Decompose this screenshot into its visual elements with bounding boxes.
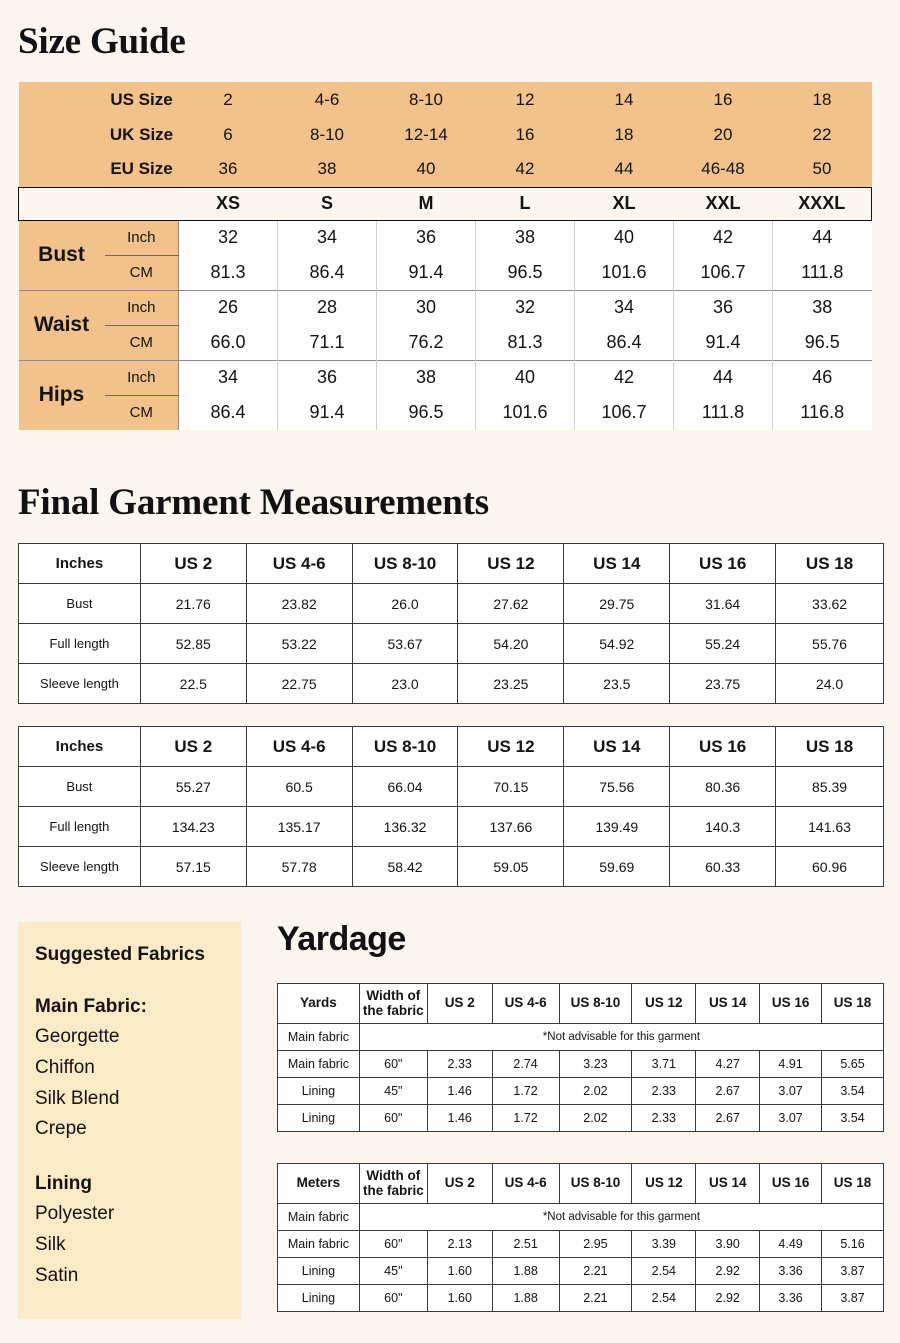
measurement-value: 60.33 [670, 847, 776, 887]
yardage-meters-table [277, 1163, 884, 1312]
yardage-value: 1.72 [492, 1078, 559, 1105]
size-column-header: US 8-10 [559, 1164, 632, 1204]
yardage-value: 2.67 [696, 1105, 760, 1132]
note-row [278, 1204, 884, 1231]
lining-list [35, 1199, 241, 1291]
yardage-value: 3.07 [760, 1105, 822, 1132]
measurement-value: 23.75 [670, 664, 776, 704]
table-body [278, 1204, 884, 1312]
letter-size-header: M [377, 187, 476, 220]
yardage-value: 2.74 [492, 1051, 559, 1078]
measurement-value: 101.6 [575, 255, 674, 290]
size-column-header: US 16 [670, 544, 776, 584]
yardage-value: 2.33 [427, 1051, 492, 1078]
header-row [19, 544, 884, 584]
header-row [278, 984, 884, 1024]
size-column-header: US 12 [458, 544, 564, 584]
size-value: 6 [223, 124, 233, 144]
yardage-value: 1.46 [427, 1078, 492, 1105]
fabric-width-value: 60" [359, 1231, 427, 1258]
yardage-value: 2.33 [632, 1105, 696, 1132]
table-row [19, 624, 884, 664]
measurement-value: 36 [278, 360, 377, 395]
size-value: 4-6 [314, 89, 340, 109]
unit-header: Inches [19, 727, 141, 767]
yardage-heading: Yardage [277, 920, 406, 958]
measurement-value: 57.78 [246, 847, 352, 887]
measurement-value: 101.6 [476, 395, 575, 430]
size-value: 8-10 [309, 124, 345, 144]
fabric-width-value: 45" [359, 1078, 427, 1105]
yardage-value: 5.65 [822, 1051, 884, 1078]
yardage-value: 3.71 [632, 1051, 696, 1078]
size-value: 44 [614, 159, 634, 179]
unit-label: CM [105, 325, 179, 360]
suggested-fabrics-panel [18, 922, 241, 1319]
measurement-value: 22.75 [246, 664, 352, 704]
yardage-value: 3.23 [559, 1051, 632, 1078]
measurement-value: 139.49 [564, 807, 670, 847]
measurement-value: 23.82 [246, 584, 352, 624]
measurement-value: 140.3 [670, 807, 776, 847]
measurement-value: 44 [674, 360, 773, 395]
measurement-value: 111.8 [674, 395, 773, 430]
measurement-value: 28 [278, 290, 377, 325]
lining-item: Satin [35, 1264, 79, 1286]
yardage-value: 2.21 [559, 1258, 632, 1285]
size-column-header: US 18 [776, 544, 884, 584]
yardage-value: 2.21 [559, 1285, 632, 1312]
measurement-value: 70.15 [458, 767, 564, 807]
measurement-value: 26 [179, 290, 278, 325]
unit-label: Inch [105, 290, 179, 325]
size-value: 38 [317, 159, 337, 179]
size-value: 16 [515, 124, 535, 144]
size-conversion-row [19, 82, 872, 117]
measurement-value: 66.0 [179, 325, 278, 360]
measurement-value: 53.22 [246, 624, 352, 664]
yardage-value: 3.87 [822, 1285, 884, 1312]
size-column-header: US 12 [458, 727, 564, 767]
measurement-row [19, 325, 872, 360]
size-value: 18 [614, 124, 634, 144]
measurement-value: 53.67 [352, 624, 458, 664]
table-row [278, 1105, 884, 1132]
size-value: 16 [713, 89, 733, 109]
unit-header: Yards [278, 984, 360, 1024]
measurement-value: 116.8 [773, 395, 872, 430]
measurement-value: 42 [575, 360, 674, 395]
table-header [19, 544, 884, 584]
size-system-label: US Size [110, 89, 173, 109]
table-row [278, 1051, 884, 1078]
table-body [19, 584, 884, 704]
letter-size-header: XXXL [773, 187, 872, 220]
size-value: 18 [812, 89, 832, 109]
measurement-value: 71.1 [278, 325, 377, 360]
lining-label: Lining [35, 1173, 92, 1195]
measurement-value: 54.92 [564, 624, 670, 664]
not-advisable-note: *Not advisable for this garment [359, 1204, 883, 1231]
measurement-value: 23.0 [352, 664, 458, 704]
yardage-value: 3.36 [760, 1258, 822, 1285]
letter-size-header: XXL [674, 187, 773, 220]
yardage-value: 3.54 [822, 1078, 884, 1105]
yardage-value: 2.33 [632, 1078, 696, 1105]
fabric-width-value: 45" [359, 1258, 427, 1285]
measurement-value: 38 [773, 290, 872, 325]
size-column-header: US 2 [140, 727, 246, 767]
size-column-header: US 18 [822, 984, 884, 1024]
unit-header: Inches [19, 544, 141, 584]
size-column-header: US 2 [140, 544, 246, 584]
size-column-header: US 2 [427, 1164, 492, 1204]
yardage-value: 4.27 [696, 1051, 760, 1078]
measurement-value: 141.63 [776, 807, 884, 847]
fabric-item: Silk Blend [35, 1087, 120, 1109]
measurement-value: 34 [179, 360, 278, 395]
size-value: 12-14 [404, 124, 448, 144]
main-fabric-list [35, 1022, 241, 1145]
yardage-value: 3.90 [696, 1231, 760, 1258]
yardage-value: 3.07 [760, 1078, 822, 1105]
table-row [278, 1285, 884, 1312]
body-measurement-rows [19, 220, 872, 430]
measurement-label: Full length [19, 807, 141, 847]
fabric-width-value: 60" [359, 1105, 427, 1132]
measurement-value: 96.5 [476, 255, 575, 290]
size-value: 14 [614, 89, 634, 109]
measurement-value: 23.25 [458, 664, 564, 704]
yardage-value: 2.51 [492, 1231, 559, 1258]
table-row [19, 807, 884, 847]
yardage-value: 1.72 [492, 1105, 559, 1132]
size-column-header: US 2 [427, 984, 492, 1024]
spacer-cell [19, 82, 105, 117]
fabric-type-label: Lining [278, 1105, 360, 1132]
size-column-header: US 16 [760, 984, 822, 1024]
yardage-value: 1.60 [427, 1285, 492, 1312]
fabric-type-label: Lining [278, 1285, 360, 1312]
measurement-value: 81.3 [179, 255, 278, 290]
measurement-value: 34 [278, 220, 377, 255]
measurement-value: 33.62 [776, 584, 884, 624]
yardage-value: 1.88 [492, 1258, 559, 1285]
not-advisable-note: *Not advisable for this garment [359, 1024, 883, 1051]
measurement-value: 44 [773, 220, 872, 255]
measurement-value: 111.8 [773, 255, 872, 290]
size-column-header: US 8-10 [352, 544, 458, 584]
yardage-value: 2.67 [696, 1078, 760, 1105]
spacer-cell [19, 117, 105, 152]
measurement-value: 134.23 [140, 807, 246, 847]
letter-size-header: XL [575, 187, 674, 220]
yardage-value: 1.60 [427, 1258, 492, 1285]
measurement-value: 106.7 [575, 395, 674, 430]
final-garment-cm-table [18, 726, 884, 887]
size-value: 22 [812, 124, 832, 144]
yardage-value: 4.91 [760, 1051, 822, 1078]
measurement-value: 60.5 [246, 767, 352, 807]
measurement-row [19, 220, 872, 255]
table-row [278, 1258, 884, 1285]
size-column-header: US 16 [760, 1164, 822, 1204]
fabric-width-header: Width of the fabric [359, 1164, 427, 1204]
measurement-value: 54.20 [458, 624, 564, 664]
note-row [278, 1024, 884, 1051]
measurement-value: 137.66 [458, 807, 564, 847]
spacer-cell [19, 152, 105, 187]
measurement-value: 34 [575, 290, 674, 325]
measurement-value: 30 [377, 290, 476, 325]
measurement-name: Bust [19, 220, 105, 290]
measurement-value: 59.05 [458, 847, 564, 887]
final-garment-inches-table [18, 543, 884, 704]
yardage-value: 2.54 [632, 1258, 696, 1285]
yardage-yards-table [277, 983, 884, 1132]
header-row [278, 1164, 884, 1204]
size-system-label: UK Size [109, 124, 174, 144]
yardage-value: 2.95 [559, 1231, 632, 1258]
size-value: 12 [515, 89, 535, 109]
measurement-value: 96.5 [773, 325, 872, 360]
measurement-value: 36 [377, 220, 476, 255]
fabric-item: Georgette [35, 1026, 120, 1047]
measurement-value: 55.76 [776, 624, 884, 664]
measurement-row [19, 395, 872, 430]
size-column-header: US 14 [696, 1164, 760, 1204]
table-row [19, 767, 884, 807]
measurement-row [19, 360, 872, 395]
measurement-label: Bust [19, 584, 141, 624]
measurement-value: 36 [674, 290, 773, 325]
size-column-header: US 18 [776, 727, 884, 767]
measurement-name: Waist [19, 290, 105, 360]
final-garment-heading: Final Garment Measurements [18, 482, 489, 523]
measurement-label: Sleeve length [19, 664, 141, 704]
size-column-header: US 12 [632, 1164, 696, 1204]
table-row [19, 847, 884, 887]
measurement-name: Hips [19, 360, 105, 430]
measurement-value: 46 [773, 360, 872, 395]
size-conversion-rows [19, 82, 872, 187]
letter-size-header: S [278, 187, 377, 220]
size-conversion-row [19, 152, 872, 187]
measurement-value: 86.4 [575, 325, 674, 360]
fabric-type-label: Main fabric [278, 1204, 360, 1231]
measurement-value: 91.4 [377, 255, 476, 290]
measurement-value: 91.4 [278, 395, 377, 430]
fabric-type-label: Lining [278, 1078, 360, 1105]
yardage-value: 4.49 [760, 1231, 822, 1258]
measurement-value: 27.62 [458, 584, 564, 624]
size-column-header: US 12 [632, 984, 696, 1024]
size-column-header: US 14 [696, 984, 760, 1024]
letter-size-row [19, 187, 872, 220]
size-column-header: US 4-6 [492, 984, 559, 1024]
yardage-value: 2.02 [559, 1078, 632, 1105]
measurement-value: 23.5 [564, 664, 670, 704]
size-value: 20 [713, 124, 733, 144]
fabric-width-value: 60" [359, 1285, 427, 1312]
size-column-header: US 8-10 [352, 727, 458, 767]
letter-size-row [19, 187, 872, 220]
spacer-cell [19, 187, 179, 220]
measurement-label: Full length [19, 624, 141, 664]
yardage-value: 2.92 [696, 1258, 760, 1285]
fabrics-panel-title: Suggested Fabrics [35, 944, 205, 965]
yardage-value: 2.13 [427, 1231, 492, 1258]
lining-item: Silk [35, 1233, 66, 1255]
yardage-value: 3.36 [760, 1285, 822, 1312]
unit-header: Meters [278, 1164, 360, 1204]
measurement-value: 60.96 [776, 847, 884, 887]
fabric-type-label: Main fabric [278, 1051, 360, 1078]
fabric-type-label: Main fabric [278, 1024, 360, 1051]
measurement-value: 24.0 [776, 664, 884, 704]
size-system-label: EU Size [110, 159, 173, 179]
table-header [19, 727, 884, 767]
table-body [278, 1024, 884, 1132]
fabric-width-header: Width of the fabric [359, 984, 427, 1024]
yardage-value: 2.02 [559, 1105, 632, 1132]
size-value: 36 [218, 159, 238, 179]
yardage-value: 3.39 [632, 1231, 696, 1258]
size-value: 2 [223, 89, 233, 109]
fabric-item: Crepe [35, 1118, 87, 1140]
measurement-value: 96.5 [377, 395, 476, 430]
size-column-header: US 4-6 [246, 727, 352, 767]
yardage-value: 3.87 [822, 1258, 884, 1285]
unit-label: Inch [105, 360, 179, 395]
yardage-value: 5.16 [822, 1231, 884, 1258]
measurement-value: 81.3 [476, 325, 575, 360]
measurement-value: 42 [674, 220, 773, 255]
measurement-value: 66.04 [352, 767, 458, 807]
size-value: 8-10 [408, 89, 444, 109]
measurement-label: Bust [19, 767, 141, 807]
yardage-value: 2.54 [632, 1285, 696, 1312]
measurement-value: 80.36 [670, 767, 776, 807]
size-column-header: US 4-6 [492, 1164, 559, 1204]
fabric-type-label: Lining [278, 1258, 360, 1285]
measurement-value: 32 [179, 220, 278, 255]
measurement-value: 21.76 [140, 584, 246, 624]
table-body [19, 767, 884, 887]
measurement-value: 32 [476, 290, 575, 325]
unit-label: CM [105, 255, 179, 290]
measurement-value: 55.24 [670, 624, 776, 664]
size-value: 46-48 [701, 159, 745, 179]
yardage-value: 2.92 [696, 1285, 760, 1312]
unit-label: Inch [105, 220, 179, 255]
page-title: Size Guide [18, 21, 186, 62]
size-value: 40 [416, 159, 436, 179]
yardage-value: 1.46 [427, 1105, 492, 1132]
unit-label: CM [105, 395, 179, 430]
measurement-value: 106.7 [674, 255, 773, 290]
table-row [19, 664, 884, 704]
measurement-value: 76.2 [377, 325, 476, 360]
table-row [278, 1231, 884, 1258]
measurement-value: 40 [575, 220, 674, 255]
measurement-value: 38 [377, 360, 476, 395]
letter-size-header: L [476, 187, 575, 220]
measurement-value: 85.39 [776, 767, 884, 807]
size-column-header: US 14 [564, 727, 670, 767]
measurement-value: 58.42 [352, 847, 458, 887]
measurement-row [19, 290, 872, 325]
size-column-header: US 16 [670, 727, 776, 767]
size-value: 50 [812, 159, 832, 179]
measurement-value: 59.69 [564, 847, 670, 887]
yardage-value: 1.88 [492, 1285, 559, 1312]
measurement-value: 52.85 [140, 624, 246, 664]
table-row [19, 584, 884, 624]
yardage-value: 3.54 [822, 1105, 884, 1132]
size-column-header: US 18 [822, 1164, 884, 1204]
size-column-header: US 14 [564, 544, 670, 584]
table-header [278, 1164, 884, 1204]
measurement-value: 136.32 [352, 807, 458, 847]
measurement-value: 86.4 [179, 395, 278, 430]
measurement-value: 75.56 [564, 767, 670, 807]
measurement-value: 55.27 [140, 767, 246, 807]
measurement-value: 31.64 [670, 584, 776, 624]
measurement-value: 22.5 [140, 664, 246, 704]
fabric-type-label: Main fabric [278, 1231, 360, 1258]
letter-size-header: XS [179, 187, 278, 220]
measurement-value: 86.4 [278, 255, 377, 290]
measurement-value: 38 [476, 220, 575, 255]
lining-item: Polyester [35, 1203, 115, 1225]
size-guide-table [18, 82, 872, 430]
measurement-row [19, 255, 872, 290]
measurement-value: 26.0 [352, 584, 458, 624]
measurement-label: Sleeve length [19, 847, 141, 887]
table-row [278, 1078, 884, 1105]
header-row [19, 727, 884, 767]
fabric-width-value: 60" [359, 1051, 427, 1078]
measurement-value: 40 [476, 360, 575, 395]
measurement-value: 91.4 [674, 325, 773, 360]
main-fabric-label: Main Fabric: [35, 996, 147, 1017]
size-value: 42 [515, 159, 535, 179]
measurement-value: 57.15 [140, 847, 246, 887]
measurement-value: 29.75 [564, 584, 670, 624]
table-header [278, 984, 884, 1024]
measurement-value: 135.17 [246, 807, 352, 847]
fabric-item: Chiffon [35, 1056, 95, 1078]
size-column-header: US 8-10 [559, 984, 632, 1024]
size-conversion-row [19, 117, 872, 152]
size-column-header: US 4-6 [246, 544, 352, 584]
